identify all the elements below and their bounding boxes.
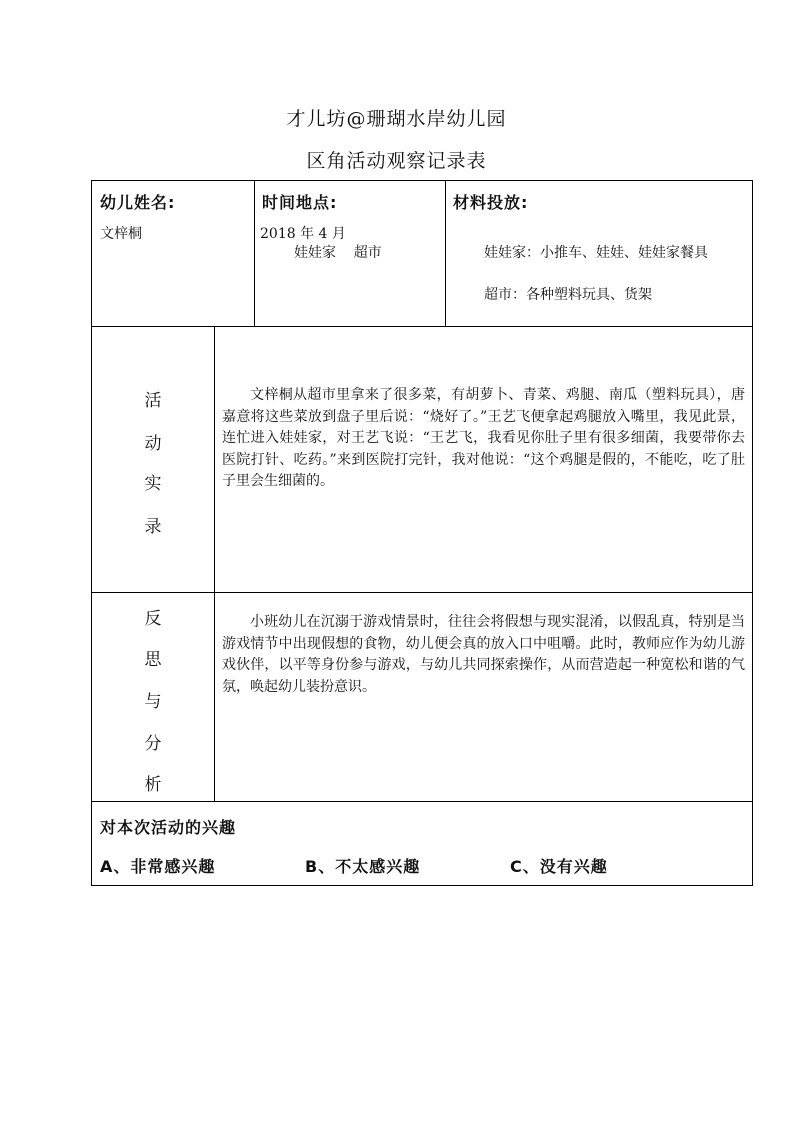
form-title: 区角活动观察记录表 bbox=[306, 150, 487, 172]
child-name-value: 文梓桐 bbox=[100, 226, 142, 242]
record-label-char: 实 bbox=[144, 474, 162, 494]
places-value: 娃娃家 超市 bbox=[294, 245, 382, 261]
row-divider-record bbox=[91, 592, 753, 593]
reflection-label-char: 反 bbox=[144, 609, 162, 629]
time-place-label: 时间地点: bbox=[262, 193, 338, 212]
reflection-label-char: 与 bbox=[144, 692, 162, 712]
material-item: 娃娃家：小推车、娃娃、娃娃家餐具 bbox=[484, 245, 708, 261]
material-item: 超市：各种塑料玩具、货架 bbox=[484, 287, 652, 303]
col-divider-label bbox=[214, 326, 215, 801]
interest-option-b[interactable]: B、不太感兴趣 bbox=[305, 857, 421, 876]
reflection-text: 小班幼儿在沉溺于游戏情景时，往往会将假想与现实混淆，以假乱真，特别是当游戏情节中出现假想的食物，幼儿便会真的放入口中咀嚼。此时，教师应作为幼儿游戏伙伴，以平等身份参与游戏，与幼儿共同探索操作，从而营造起一种宽松和谐的气氛，唤起幼儿装扮意识。 bbox=[222, 614, 745, 695]
record-label-char: 动 bbox=[144, 434, 162, 454]
col-divider-child bbox=[254, 180, 255, 326]
reflection-label-char: 分 bbox=[144, 734, 162, 754]
date-value: 2018 年 4 月 bbox=[260, 226, 346, 242]
row-divider-info bbox=[91, 326, 753, 327]
interest-option-a[interactable]: A、非常感兴趣 bbox=[100, 857, 216, 876]
materials-label: 材料投放: bbox=[453, 193, 529, 212]
record-text: 文梓桐从超市里拿来了很多菜，有胡萝卜、青菜、鸡腿、南瓜（塑料玩具），唐嘉意将这些菜放到盘子里后说：“烧好了。”王艺飞便拿起鸡腿放入嘴里，我见此景，连忙进入娃娃家，对王艺飞说：“王艺飞，我看见你肚子里有很多细菌，我要带你去医院打针、吃药。”来到医院打完针，我对他说：“这个鸡腿是假的，不能吃，吃了肚子里会生细菌的。 bbox=[222, 387, 745, 489]
record-label-char: 活 bbox=[144, 391, 162, 411]
record-label-char: 录 bbox=[144, 517, 162, 537]
reflection-label-char: 思 bbox=[144, 650, 162, 670]
row-divider-reflection bbox=[91, 801, 753, 802]
reflection-label-char: 析 bbox=[144, 775, 162, 795]
observation-table bbox=[91, 180, 753, 886]
interest-label: 对本次活动的兴趣 bbox=[100, 818, 237, 837]
school-name: 才儿坊@珊瑚水岸幼儿园 bbox=[286, 108, 507, 130]
child-name-label: 幼儿姓名: bbox=[100, 193, 176, 212]
interest-option-c[interactable]: C、没有兴趣 bbox=[510, 857, 608, 876]
col-divider-time bbox=[445, 180, 446, 326]
